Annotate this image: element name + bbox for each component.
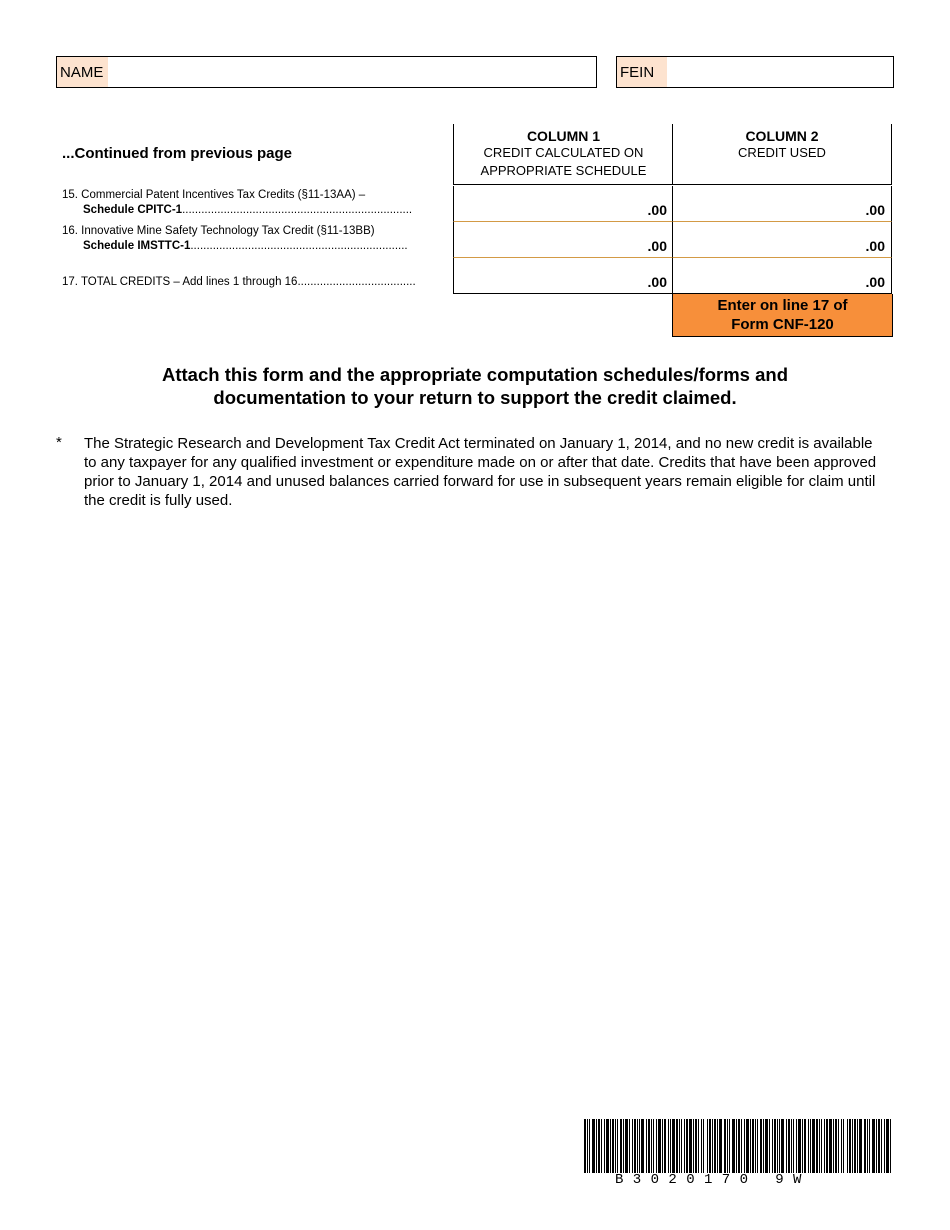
line-16-column-2[interactable]	[672, 222, 892, 258]
barcode-bar	[752, 1119, 754, 1173]
barcode-bar	[615, 1119, 616, 1173]
barcode-bar	[796, 1119, 797, 1173]
barcode-bar	[656, 1119, 657, 1173]
barcode-bar	[746, 1119, 749, 1173]
barcode-bar	[664, 1119, 666, 1173]
line-15-label: 15. Commercial Patent Incentives Tax Credits (§11-13AA) –	[62, 189, 366, 201]
barcode-bar	[641, 1119, 644, 1173]
barcode-bar	[884, 1119, 885, 1173]
barcode-bar	[592, 1119, 595, 1173]
barcode-image	[584, 1119, 892, 1173]
barcode-bar	[612, 1119, 614, 1173]
barcode-bar	[662, 1119, 663, 1173]
footnote-marker: *	[56, 434, 62, 451]
barcode-bar	[646, 1119, 647, 1173]
barcode-bar	[769, 1119, 770, 1173]
barcode-bar	[668, 1119, 669, 1173]
barcode-bar	[741, 1119, 742, 1173]
barcode-bar	[760, 1119, 762, 1173]
column-1-subtitle-1: CREDIT CALCULATED ON	[483, 145, 644, 160]
barcode-bar	[738, 1119, 740, 1173]
column-2-subtitle-1: CREDIT USED	[738, 145, 826, 160]
column-2-header	[672, 124, 892, 185]
barcode-bar	[777, 1119, 778, 1173]
barcode-bar	[620, 1119, 622, 1173]
barcode-bar	[719, 1119, 722, 1173]
barcode-bar	[829, 1119, 832, 1173]
barcode-bar	[804, 1119, 806, 1173]
barcode-bar	[765, 1119, 768, 1173]
barcode-bar	[686, 1119, 688, 1173]
barcode-bar	[689, 1119, 692, 1173]
barcode-bar	[625, 1119, 628, 1173]
barcode-bar	[824, 1119, 825, 1173]
barcode-bar	[670, 1119, 671, 1173]
column-2-title: COLUMN 2	[745, 128, 819, 144]
barcode-bar	[712, 1119, 713, 1173]
barcode-bar	[698, 1119, 699, 1173]
barcode-bar	[695, 1119, 697, 1173]
barcode-bar	[736, 1119, 737, 1173]
barcode-bar	[886, 1119, 889, 1173]
column-1-subtitle-2: APPROPRIATE SCHEDULE	[480, 163, 647, 178]
line-16-description	[62, 224, 408, 254]
continued-heading: ...Continued from previous page	[62, 145, 293, 162]
line-15-column-2[interactable]	[672, 186, 892, 222]
barcode-bar	[681, 1119, 682, 1173]
barcode-bar	[709, 1119, 711, 1173]
enter-note-line-2: Form CNF-120	[731, 316, 834, 333]
barcode-bar	[872, 1119, 875, 1173]
line-17-column-2[interactable]	[672, 258, 892, 294]
barcode-bar	[584, 1119, 586, 1173]
barcode-bar	[693, 1119, 694, 1173]
barcode-bar	[847, 1119, 848, 1173]
column-1-header	[453, 124, 673, 185]
barcode-bar	[878, 1119, 880, 1173]
barcode-bar	[786, 1119, 787, 1173]
barcode-bar	[651, 1119, 652, 1173]
line-15-column-1[interactable]	[453, 186, 673, 222]
barcode-bar	[744, 1119, 745, 1173]
barcode-bar	[859, 1119, 862, 1173]
line-16-schedule-row	[62, 239, 408, 254]
barcode-bar	[684, 1119, 685, 1173]
barcode-bar	[604, 1119, 605, 1173]
barcode-bar	[881, 1119, 882, 1173]
fein-field[interactable]	[616, 56, 894, 88]
barcode-bar	[857, 1119, 858, 1173]
line-16-dots: ....................................................................	[190, 240, 408, 252]
barcode-bar	[623, 1119, 624, 1173]
barcode-bar	[653, 1119, 654, 1173]
name-input[interactable]	[109, 57, 596, 87]
barcode-bar	[632, 1119, 633, 1173]
barcode-bar	[729, 1119, 730, 1173]
barcode-bar	[617, 1119, 618, 1173]
line-17-dots: .....................................	[297, 276, 416, 288]
barcode-bar	[798, 1119, 801, 1173]
barcode-bar	[838, 1119, 839, 1173]
line-15-schedule: Schedule CPITC-1	[83, 204, 183, 216]
barcode-bar	[648, 1119, 650, 1173]
barcode-bar	[606, 1119, 609, 1173]
line-15-description	[62, 188, 412, 218]
enter-on-line-17-note	[672, 294, 893, 337]
barcode-bar	[826, 1119, 828, 1173]
barcode-bar	[724, 1119, 726, 1173]
barcode-bar	[714, 1119, 716, 1173]
barcode-bar	[598, 1119, 600, 1173]
barcode-bar	[637, 1119, 638, 1173]
line-16-column-1-amount: .00	[647, 238, 667, 254]
barcode-bar	[717, 1119, 718, 1173]
name-field[interactable]	[56, 56, 597, 88]
barcode-bar	[788, 1119, 790, 1173]
attach-line-2: documentation to your return to support the credit claimed.	[213, 387, 737, 408]
barcode-bar	[589, 1119, 590, 1173]
column-1-title: COLUMN 1	[526, 128, 601, 144]
barcode-bar	[854, 1119, 856, 1173]
barcode-bar	[793, 1119, 794, 1173]
barcode-bar	[843, 1119, 844, 1173]
line-15-schedule-row	[62, 203, 412, 218]
footnote-text: The Strategic Research and Development Tax Credit Act terminated on January 1, 2014, and no new credit is available to any taxpayer for any qualified investment or expenditure made on or after that date. Credits that have been approved prior to January 1, 2014 and unused balances carried forward for use in subsequent years remain eligible for claim until the credit is fully used.	[84, 435, 877, 509]
line-15-column-2-amount: .00	[865, 202, 885, 218]
barcode-bar	[890, 1119, 891, 1173]
line-16-label: 16. Innovative Mine Safety Technology Tax Credit (§11-13BB)	[62, 225, 375, 237]
barcode-bar	[810, 1119, 811, 1173]
attach-line-1: Attach this form and the appropriate computation schedules/forms and	[162, 364, 788, 385]
barcode-bar	[634, 1119, 636, 1173]
line-17-label: 17. TOTAL CREDITS – Add lines 1 through 16	[62, 276, 298, 288]
barcode-bar	[676, 1119, 678, 1173]
barcode-bar	[812, 1119, 815, 1173]
barcode-bar	[639, 1119, 640, 1173]
barcode-bar	[703, 1119, 704, 1173]
barcode-bar	[869, 1119, 870, 1173]
line-16-column-2-amount: .00	[865, 238, 885, 254]
line-15-dots: ........................................................................	[182, 204, 413, 216]
enter-note-line-1: Enter on line 17 of	[717, 297, 848, 314]
barcode-bar	[816, 1119, 818, 1173]
barcode-bar	[658, 1119, 661, 1173]
barcode-bar	[835, 1119, 837, 1173]
barcode-bar	[876, 1119, 877, 1173]
barcode-bar	[727, 1119, 728, 1173]
line-17-column-1-amount: .00	[647, 274, 667, 290]
barcode-bar	[755, 1119, 756, 1173]
barcode-bar	[808, 1119, 809, 1173]
barcode-bar	[701, 1119, 702, 1173]
line-17-description	[62, 275, 416, 290]
fein-input[interactable]	[668, 57, 893, 87]
barcode-bar	[763, 1119, 764, 1173]
barcode-bar	[596, 1119, 597, 1173]
barcode-text: B3020170 9W	[615, 1172, 811, 1188]
line-17-column-2-amount: .00	[865, 274, 885, 290]
barcode-bar	[821, 1119, 822, 1173]
barcode-bar	[707, 1119, 708, 1173]
barcode-bar	[772, 1119, 773, 1173]
barcode-bar	[779, 1119, 780, 1173]
barcode-bar	[587, 1119, 588, 1173]
barcode-bar	[774, 1119, 776, 1173]
barcode-bar	[864, 1119, 866, 1173]
barcode-bar	[791, 1119, 792, 1173]
line-15-column-1-amount: .00	[647, 202, 667, 218]
fein-label: FEIN	[617, 57, 667, 87]
attach-instructions	[60, 363, 890, 409]
line-16-column-1[interactable]	[453, 222, 673, 258]
barcode-bar	[802, 1119, 803, 1173]
barcode-bar	[629, 1119, 630, 1173]
barcode-bar	[833, 1119, 834, 1173]
line-16-schedule: Schedule IMSTTC-1	[83, 240, 191, 252]
barcode-bar	[672, 1119, 675, 1173]
barcode-bar	[849, 1119, 851, 1173]
barcode-bar	[757, 1119, 758, 1173]
name-label: NAME	[57, 57, 108, 87]
barcode-bar	[867, 1119, 868, 1173]
barcode-bar	[679, 1119, 680, 1173]
barcode-bar	[750, 1119, 751, 1173]
barcode-bar	[852, 1119, 853, 1173]
barcode-bar	[601, 1119, 602, 1173]
barcode-bar	[732, 1119, 735, 1173]
barcode-bar	[610, 1119, 611, 1173]
barcode-bar	[841, 1119, 842, 1173]
barcode-bar	[819, 1119, 820, 1173]
line-17-column-1[interactable]	[453, 258, 673, 294]
barcode-bar	[781, 1119, 784, 1173]
